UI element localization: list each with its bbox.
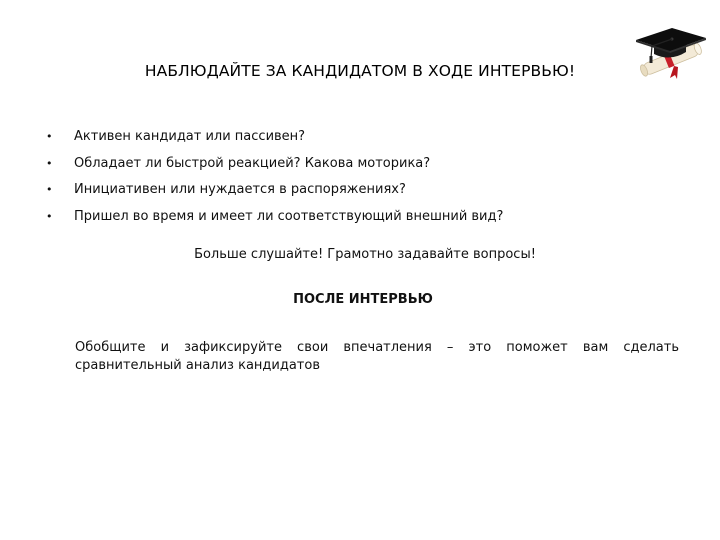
list-item: [46, 151, 686, 178]
list-item: [46, 124, 686, 151]
list-item: [46, 177, 686, 204]
callout-text: Больше слушайте! Грамотно задавайте вопросы!: [194, 247, 536, 262]
slide-title: НАБЛЮДАЙТЕ ЗА КАНДИДАТОМ В ХОДЕ ИНТЕРВЬЮ!: [144, 62, 576, 80]
bullet-marker: •: [46, 156, 53, 170]
list-item-text: Пришел во время и имеет ли соответствующий внешний вид?: [74, 208, 504, 224]
bullet-marker: •: [46, 183, 53, 196]
list-item: [46, 204, 686, 231]
bullet-list: [46, 124, 686, 230]
list-item-text: Активен кандидат или пассивен?: [74, 129, 306, 144]
section-heading: ПОСЛЕ ИНТЕРВЬЮ: [293, 292, 433, 307]
list-item-text: Инициативен или нуждается в распоряжениях?: [74, 182, 406, 197]
paragraph: Обобщите и зафиксируйте свои впечатления – это поможет вам сделать сравнительный анализ кандидатов: [75, 340, 679, 373]
bullet-marker: •: [46, 209, 53, 223]
bullet-marker: •: [46, 130, 53, 143]
list-item-text: Обладает ли быстрой реакцией? Какова моторика?: [74, 155, 431, 171]
